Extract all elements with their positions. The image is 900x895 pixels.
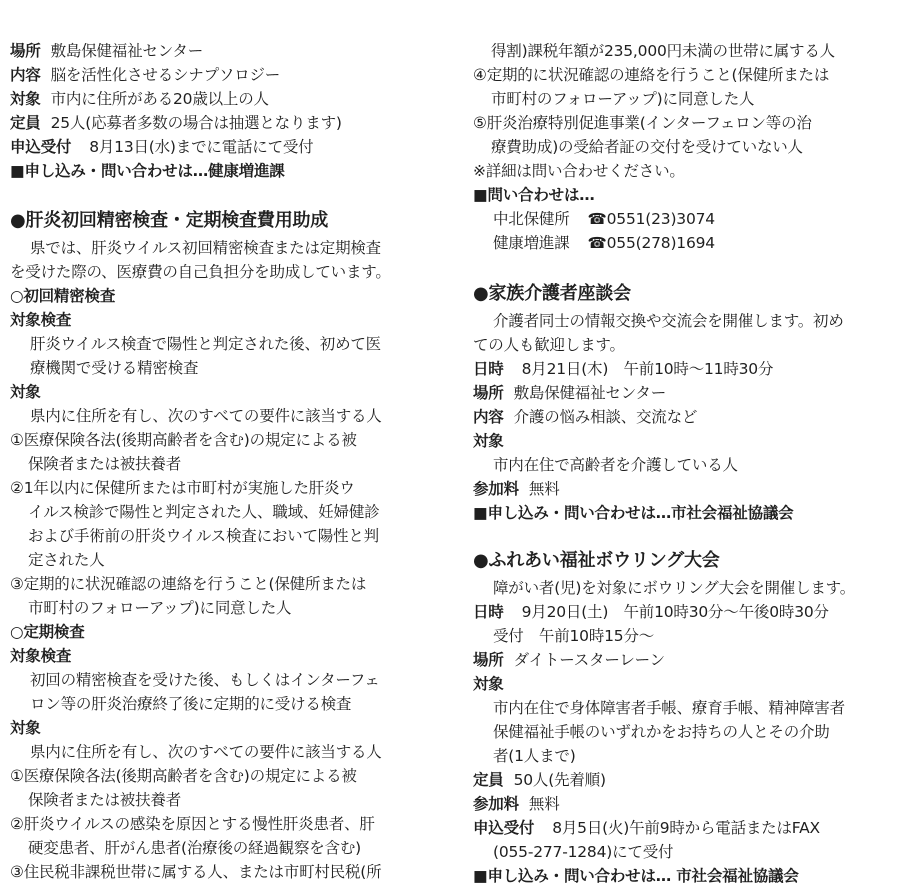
bowling-title: ●ふれあい福祉ボウリング大会: [473, 550, 720, 571]
initial-exam-text-2: 療機関で受ける精密検査: [30, 359, 199, 377]
regular-req-3a: ③住民税非課税世帯に属する人、または市町村民税(所: [10, 863, 382, 881]
regular-req-1a: ①医療保険各法(後期高齢者を含む)の規定による被: [10, 767, 357, 785]
place-row: 場所 敷島保健福祉センター: [10, 42, 203, 60]
regular-req-2b: 硬変患者、肝がん患者(治療後の経過観察を含む): [28, 839, 361, 857]
initial-req-3b: 市町村のフォローアップ)に同意した人: [28, 599, 292, 617]
caregiver-place-row: 場所 敷島保健福祉センター: [473, 384, 666, 402]
hep-req-4a: ④定期的に状況確認の連絡を行うこと(保健所または: [473, 66, 830, 84]
bowling-apply-fax: (055-277-1284)にて受付: [493, 843, 674, 861]
bowling-target-1: 市内在住で身体障害者手帳、療育手帳、精神障害者: [493, 699, 845, 717]
regular-target-exam-label: 対象検査: [10, 647, 72, 665]
initial-exam-heading: ○初回精密検査: [10, 287, 116, 305]
regular-target-label: 対象: [10, 719, 41, 737]
initial-req-3a: ③定期的に状況確認の連絡を行うこと(保健所または: [10, 575, 367, 593]
hep-office-2: 健康増進課 ☎055(278)1694: [493, 234, 715, 252]
hep-contact-heading: ■問い合わせは…: [473, 186, 595, 204]
regular-exam-text-2: ロン等の肝炎治療終了後に定期的に受ける検査: [30, 695, 352, 713]
bowling-date-row: 日時 9月20日(土) 午前10時30分～午後0時30分: [473, 603, 829, 621]
content-row: 内容 脳を活性化させるシナプソロジー: [10, 66, 281, 84]
apply-row: 申込受付 8月13日(水)までに電話にて受付: [10, 138, 314, 156]
hep-req-4b: 市町村のフォローアップ)に同意した人: [491, 90, 755, 108]
initial-req-2b: イルス検診で陽性と判定された人、職域、妊婦健診: [28, 503, 380, 521]
caregiver-intro-1: 介護者同士の情報交換や交流会を開催します。初め: [493, 312, 844, 330]
initial-req-1b: 保険者または被扶養者: [28, 455, 182, 473]
initial-req-2a: ②1年以内に保健所または市町村が実施した肝炎ウ: [10, 479, 355, 497]
caregiver-intro-2: ての人も歓迎します。: [473, 336, 625, 354]
regular-req-2a: ②肝炎ウイルスの感染を原因とする慢性肝炎患者、肝: [10, 815, 375, 833]
bowling-contact: ■申し込み・問い合わせは… 市社会福祉協議会: [473, 867, 799, 885]
hepatitis-title: ●肝炎初回精密検査・定期検査費用助成: [10, 210, 329, 231]
bowling-reception: 受付 午前10時15分～: [493, 627, 655, 645]
caregiver-content-row: 内容 介護の悩み相談、交流など: [473, 408, 698, 426]
target-exam-label: 対象検査: [10, 311, 72, 329]
bowling-capacity-row: 定員 50人(先着順): [473, 771, 606, 789]
caregiver-date-row: 日時 8月21日(木) 午前10時～11時30分: [473, 360, 774, 378]
hep-req-3b: 得割)課税年額が235,000円未満の世帯に属する人: [491, 42, 835, 60]
bowling-apply-row: 申込受付 8月5日(火)午前9時から電話またはFAX: [473, 819, 820, 837]
bowling-place-row: 場所 ダイトースターレーン: [473, 651, 665, 669]
contact-line: ■申し込み・問い合わせは…健康増進課: [10, 162, 285, 180]
hep-note: ※詳細は問い合わせください。: [473, 162, 685, 180]
hep-office-1: 中北保健所 ☎0551(23)3074: [493, 210, 715, 228]
regular-exam-text-1: 初回の精密検査を受けた後、もしくはインターフェ: [30, 671, 380, 689]
phone-icon: ☎0551(23)3074: [587, 210, 715, 228]
initial-req-1a: ①医療保険各法(後期高齢者を含む)の規定による被: [10, 431, 357, 449]
caregiver-contact: ■申し込み・問い合わせは…市社会福祉協議会: [473, 504, 794, 522]
phone-icon: ☎055(278)1694: [587, 234, 715, 252]
bowling-target-label: 対象: [473, 675, 504, 693]
regular-requirement-intro: 県内に住所を有し、次のすべての要件に該当する人: [30, 743, 382, 761]
hep-req-5b: 療費助成)の受給者証の交付を受けていない人: [491, 138, 803, 156]
initial-exam-text-1: 肝炎ウイルス検査で陽性と判定された後、初めて医: [30, 335, 381, 353]
caregiver-fee-row: 参加料 無料: [473, 480, 560, 498]
capacity-row: 定員 25人(応募者多数の場合は抽選となります): [10, 114, 342, 132]
regular-req-1b: 保険者または被扶養者: [28, 791, 182, 809]
regular-exam-heading: ○定期検査: [10, 623, 85, 641]
bowling-fee-row: 参加料 無料: [473, 795, 560, 813]
requirement-intro: 県内に住所を有し、次のすべての要件に該当する人: [30, 407, 382, 425]
caregiver-target-value: 市内在住で高齢者を介護している人: [493, 456, 738, 474]
target-label: 対象: [10, 383, 41, 401]
bowling-intro: 障がい者(児)を対象にボウリング大会を開催します。: [493, 579, 856, 597]
caregiver-target-label: 対象: [473, 432, 504, 450]
hepatitis-intro-1: 県では、肝炎ウイルス初回精密検査または定期検査: [30, 239, 381, 257]
hep-req-5a: ⑤肝炎治療特別促進事業(インターフェロン等の治: [473, 114, 812, 132]
target-row: 対象 市内に住所がある20歳以上の人: [10, 90, 269, 108]
initial-req-2c: および手術前の肝炎ウイルス検査において陽性と判: [28, 527, 379, 545]
initial-req-2d: 定された人: [28, 551, 105, 569]
caregiver-title: ●家族介護者座談会: [473, 283, 631, 304]
hepatitis-intro-2: を受けた際の、医療費の自己負担分を助成しています。: [10, 263, 391, 281]
bowling-target-3: 者(1人まで): [493, 747, 576, 765]
bowling-target-2: 保健福祉手帳のいずれかをお持ちの人とその介助: [493, 723, 830, 741]
